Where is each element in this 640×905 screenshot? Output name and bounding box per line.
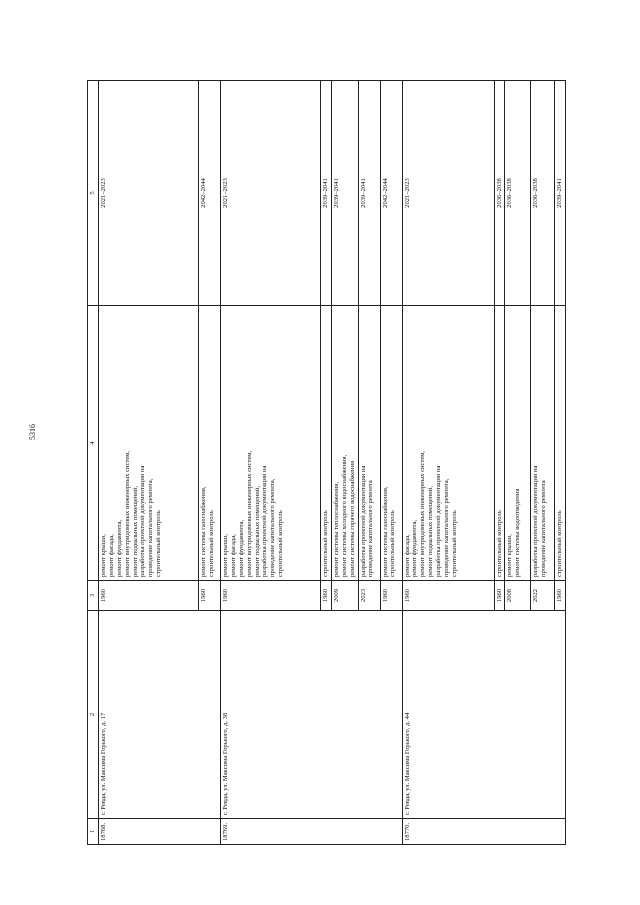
column-header: 2 <box>88 611 99 819</box>
period-cell: 2021–2023 <box>402 81 494 306</box>
period-cell: 2036–2038 <box>494 81 505 306</box>
period-cell: 2039–2041 <box>331 81 358 306</box>
row-number: 18769. <box>220 819 402 845</box>
work-item: ремонт фасада, <box>229 534 237 577</box>
address-cell: г. Ревда, ул. Максима Горького, д. 44 <box>402 611 566 819</box>
work-item: строительный контроль <box>389 510 397 577</box>
table-row <box>98 81 198 845</box>
period-cell: 2039–2041 <box>555 81 566 306</box>
row-number: 18770. <box>402 819 566 845</box>
work-item: строительный контроль <box>207 510 215 577</box>
work-types-cell <box>494 306 505 581</box>
year-cell: 1960 <box>98 581 198 611</box>
period-cell: 2021–2023 <box>220 81 320 306</box>
work-types-cell <box>98 306 198 581</box>
table-row <box>220 81 320 845</box>
work-types-cell <box>555 306 566 581</box>
work-item: проведение капитального ремонта, <box>443 478 451 577</box>
work-item: ремонт фасада, <box>403 534 411 577</box>
work-types-cell <box>331 306 358 581</box>
year-cell: 2009 <box>331 581 358 611</box>
work-item: разработка проектной документации на <box>435 465 443 577</box>
work-item: ремонт внутридомовых инженерных систем, <box>123 450 131 577</box>
work-item: ремонт крыши, <box>221 534 229 577</box>
work-item: ремонт фундамента, <box>411 519 419 577</box>
column-header: 4 <box>88 306 99 581</box>
year-cell: 1960 <box>198 581 220 611</box>
work-item: ремонт крыши, <box>506 534 514 577</box>
work-types-cell <box>220 306 320 581</box>
work-item: строительный контроль <box>450 510 458 577</box>
work-item: ремонт подвальных помещений, <box>427 486 435 577</box>
work-item: проведение капитального ремонта, <box>269 478 277 577</box>
work-item: строительный контроль <box>155 510 163 577</box>
year-cell: 2023 <box>358 581 380 611</box>
work-item: ремонт системы теплоснабжения, <box>332 482 340 577</box>
period-cell: 2039–2041 <box>358 81 380 306</box>
work-item: ремонт внутридомовых инженерных систем, <box>419 450 427 577</box>
page-number: 5316 <box>28 424 37 440</box>
work-item: ремонт системы газоснабжения, <box>381 486 389 577</box>
work-item: строительный контроль <box>495 510 503 577</box>
year-cell: 1960 <box>555 581 566 611</box>
year-cell: 2022 <box>531 581 555 611</box>
address-cell: г. Ревда, ул. Максима Горького, д. 38 <box>220 611 402 819</box>
period-cell: 2042–2044 <box>198 81 220 306</box>
work-types-cell <box>320 306 331 581</box>
work-item: проведение капитального ремонта <box>367 480 375 577</box>
work-item: ремонт внутридомовых инженерных систем, <box>245 450 253 577</box>
year-cell: 1960 <box>402 581 494 611</box>
work-item: ремонт крыши, <box>99 534 107 577</box>
work-item: строительный контроль <box>556 510 564 577</box>
period-cell: 2036–2038 <box>505 81 531 306</box>
work-item: ремонт системы газоснабжения, <box>199 486 207 577</box>
work-types-cell <box>358 306 380 581</box>
year-cell: 1960 <box>494 581 505 611</box>
work-types-cell <box>402 306 494 581</box>
row-number: 18768. <box>98 819 220 845</box>
work-item: ремонт подвальных помещений, <box>253 486 261 577</box>
work-item: проведение капитального ремонта <box>540 480 548 577</box>
column-header: 1 <box>88 819 99 845</box>
column-header: 5 <box>88 81 99 306</box>
work-types-cell <box>380 306 402 581</box>
column-header: 3 <box>88 581 99 611</box>
period-cell: 2036–2038 <box>531 81 555 306</box>
work-item: ремонт фундамента, <box>115 519 123 577</box>
work-types-cell <box>198 306 220 581</box>
work-item: ремонт системы холодного водоснабжения, <box>340 454 348 577</box>
year-cell: 1960 <box>380 581 402 611</box>
period-cell: 2042–2044 <box>380 81 402 306</box>
work-item: строительный контроль <box>321 510 329 577</box>
year-cell: 1960 <box>320 581 331 611</box>
work-item: строительный контроль <box>277 510 285 577</box>
work-item: ремонт системы горячего водоснабжения <box>348 460 356 577</box>
table-body <box>98 81 565 845</box>
work-item: ремонт фасада, <box>107 534 115 577</box>
address-cell: г. Ревда, ул. Максима Горького, д. 17 <box>98 611 220 819</box>
period-cell: 2039–2041 <box>320 81 331 306</box>
work-item: проведение капитального ремонта, <box>147 478 155 577</box>
work-item: ремонт системы водоотведения <box>514 488 522 577</box>
work-item: разработка проектной документации на <box>261 465 269 577</box>
work-item: ремонт подвальных помещений, <box>131 486 139 577</box>
work-item: разработка проектной документации на <box>532 465 540 577</box>
table-header-row <box>88 81 99 845</box>
year-cell: 2008 <box>505 581 531 611</box>
work-item: разработка проектной документации на <box>359 465 367 577</box>
work-types-cell <box>531 306 555 581</box>
work-types-cell <box>505 306 531 581</box>
work-item: ремонт фундамента, <box>237 519 245 577</box>
repair-schedule-table <box>87 80 566 845</box>
year-cell: 1960 <box>220 581 320 611</box>
table-row <box>402 81 494 845</box>
period-cell: 2021–2023 <box>98 81 198 306</box>
work-item: разработка проектной документации на <box>139 465 147 577</box>
rotated-table-container <box>87 81 577 845</box>
